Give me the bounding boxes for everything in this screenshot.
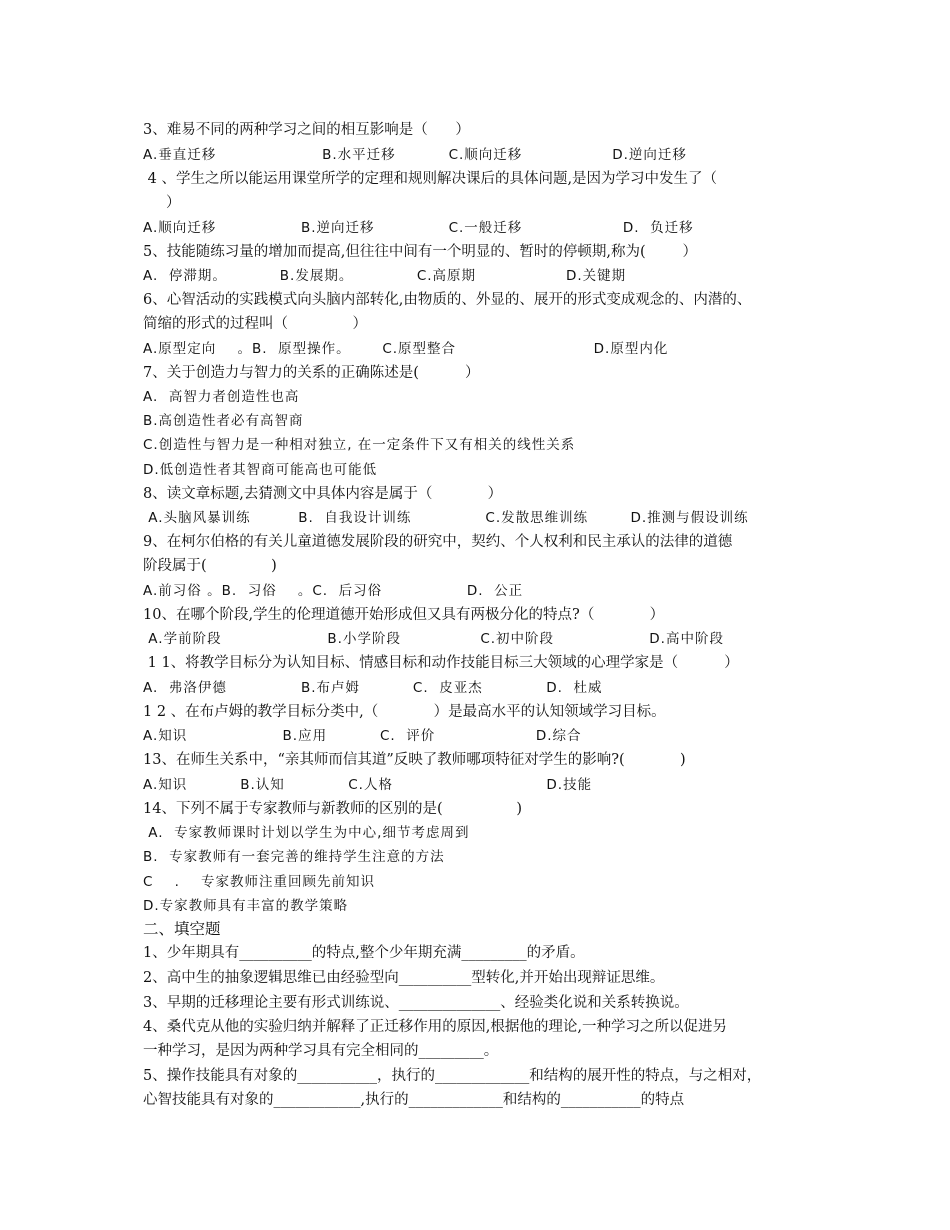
question-3-options: A.垂直迁移 B.水平迁移 C.顺向迁移 D.逆向迁移 [143,147,687,163]
fill-in-2: 2、高中生的抽象逻辑思维已由经验型向__________型转化,并开始出现辩证思维。 [143,970,665,986]
question-9-options: A.前习俗 。B. 习俗 。C. 后习俗 D. 公正 [143,583,524,599]
question-14-option-c: C . 专家教师注重回顾先前知识 [143,874,376,890]
question-7-option-a: A. 高智力者创造性也高 [143,389,300,405]
question-4-cont: ） [143,195,181,211]
section-heading-fill-in: 二、填空题 [143,920,221,938]
question-11-options: A. 弗洛伊德 B.布卢姆 C. 皮亚杰 D. 杜威 [143,680,603,696]
question-6-options: A.原型定向 。B. 原型操作。 C.原型整合 D.原型内化 [143,341,669,357]
question-10-options: A.学前阶段 B.小学阶段 C.初中阶段 D.高中阶段 [143,631,724,647]
question-3: 3、难易不同的两种学习之间的相互影响是（ ） [143,122,470,138]
question-14-option-d: D.专家教师具有丰富的教学策略 [143,898,349,914]
fill-in-4: 4、桑代克从他的实验归纳并解释了正迁移作用的原因,根据他的理论,一种学习之所以促进另 [143,1019,727,1035]
question-10: 10、在哪个阶段,学生的伦理道德开始形成但又具有两极分化的特点?（ ） [143,607,665,623]
question-8: 8、读文章标题,去猜测文中具体内容是属于（ ） [143,486,503,502]
question-13-options: A.知识 B.认知 C.人格 D.技能 [143,777,593,793]
question-5: 5、技能随练习量的增加而提高,但往往中间有一个明显的、暂时的停顿期,称为( ） [143,244,697,260]
question-4: 4 、学生之所以能运用课堂所学的定理和规则解决课后的具体问题,是因为学习中发生了（ [143,171,718,187]
fill-in-3: 3、早期的迁移理论主要有形式训练说、______________、经验类化说和关系转换说。 [143,995,689,1011]
question-9-cont: 阶段属于( ) [143,558,277,574]
fill-in-5: 5、操作技能具有对象的___________，执行的_____________和结构的展开性的特点，与之相对， [143,1068,762,1084]
question-12: 1 2 、在布卢姆的教学目标分类中,（ ）是最高水平的认知领域学习目标。 [143,704,666,720]
question-7-option-d: D.低创造性者其智商可能高也可能低 [143,462,378,478]
fill-in-4-cont: 一种学习，是因为两种学习具有完全相同的_________。 [143,1043,499,1059]
question-7: 7、关于创造力与智力的关系的正确陈述是( ） [143,365,480,381]
question-8-options: A.头脑风暴训练 B. 自我设计训练 C.发散思维训练 D.推测与假设训练 [143,510,749,526]
question-4-options: A.顺向迁移 B.逆向迁移 C.一般迁移 D. 负迁移 [143,220,694,236]
question-7-option-b: B.高创造性者必有高智商 [143,413,304,429]
question-6: 6、心智活动的实践模式向头脑内部转化,由物质的、外显的、展开的形式变成观念的、内潜的、 [143,292,752,308]
question-14-option-a: A. 专家教师课时计划以学生为中心,细节考虑周到 [143,825,470,841]
question-14-option-b: B. 专家教师有一套完善的维持学生注意的方法 [143,849,445,865]
question-9: 9、在柯尔伯格的有关儿童道德发展阶段的研究中，契约、个人权利和民主承认的法律的道德 [143,534,733,550]
question-5-options: A. 停滞期。 B.发展期。 C.高原期 D.关键期 [143,268,627,284]
fill-in-5-cont: 心智技能具有对象的____________,执行的_____________和结构的___________的特点 [143,1092,685,1108]
question-6-cont: 简缩的形式的过程叫（ ） [143,316,368,332]
question-14: 14、下列不属于专家教师与新教师的区别的是( ) [143,801,523,817]
fill-in-1: 1、少年期具有__________的特点,整个少年期充满_________的矛盾。 [143,945,585,961]
question-7-option-c: C.创造性与智力是一种相对独立, 在一定条件下又有相关的线性关系 [143,437,576,453]
question-12-options: A.知识 B.应用 C. 评价 D.综合 [143,728,582,744]
question-11: 1 1、将教学目标分为认知目标、情感目标和动作技能目标三大领域的心理学家是（ ） [143,655,739,671]
question-13: 13、在师生关系中，“亲其师而信其道”反映了教师哪项特征对学生的影响?( ) [143,752,686,768]
